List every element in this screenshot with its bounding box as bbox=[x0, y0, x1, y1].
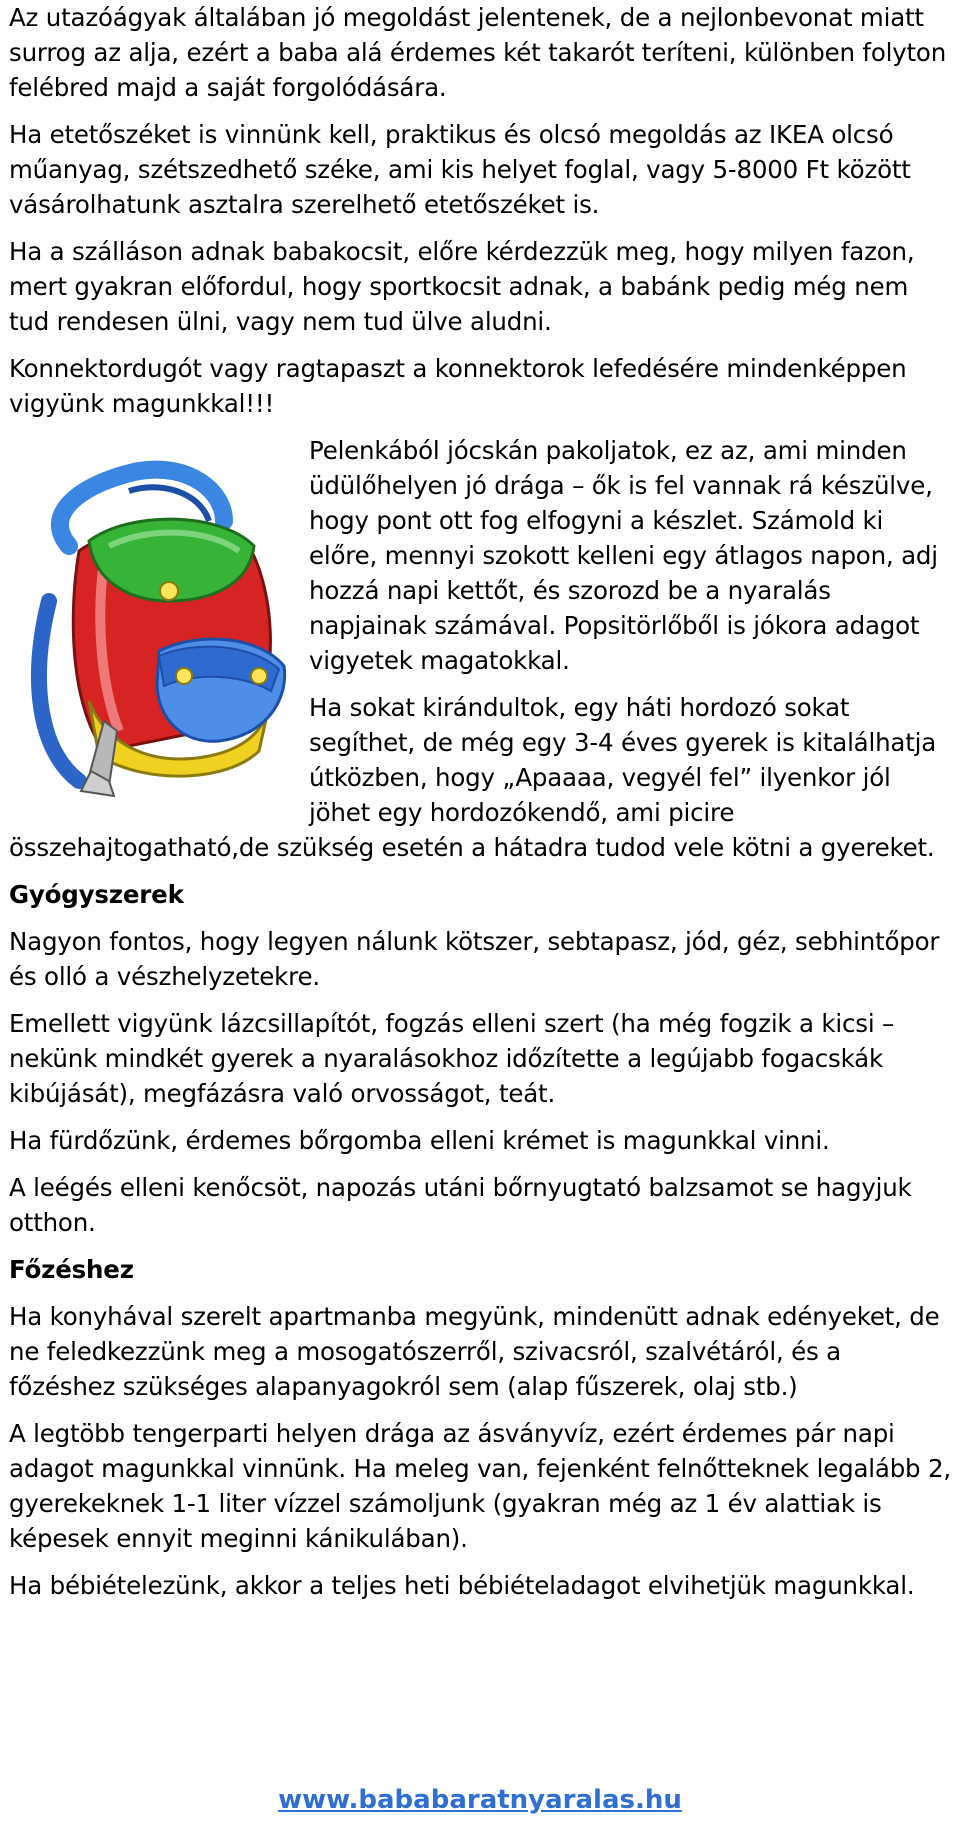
paragraph-diapers: Pelenkából jócskán pakoljatok, ez az, ami minden üdülőhelyen jó drága – ők is fel vannak rá készülve, hogy pont ott fog elfogyni a készlet. Számold ki előre, mennyi szokott kelleni egy átlagos napon, adj hozzá napi kettőt, és szorozd be a nyaralás napjainak számával. Popsitörlőből is jókora adagot vigyetek magatokkal. bbox=[309, 436, 938, 675]
paragraph-travel-cots: Az utazóágyak általában jó megoldást jelentenek, de a nejlonbevonat miatt surrog az alja, ezért a baba alá érdemes két takarót teríteni, különben folyton felébred majd a saját forgolódására. bbox=[9, 3, 947, 102]
document-page bbox=[9, 0, 954, 1603]
heading-cooking: Főzéshez bbox=[9, 1255, 134, 1284]
heading-medicine: Gyógyszerek bbox=[9, 880, 184, 909]
diaper-section bbox=[9, 433, 954, 865]
paragraph-fever-reducers: Emellett vigyünk lázcsillapítót, fogzás elleni szert (ha még fogzik a kicsi – nekünk mindkét gyerek a nyaralásokhoz időzítette a legújabb fogacskák kibújását), megfázásra való orvosságot, teát. bbox=[9, 1009, 895, 1108]
paragraph-baby-food: Ha bébiételezünk, akkor a teljes heti bébiételadagot elvihetjük magunkkal. bbox=[9, 1571, 915, 1600]
paragraph-first-aid: Nagyon fontos, hogy legyen nálunk kötszer, sebtapasz, jód, géz, sebhintőpor és olló a vészhelyzetekre. bbox=[9, 927, 940, 991]
backpack-illustration bbox=[9, 451, 309, 806]
paragraph-stroller: Ha a szálláson adnak babakocsit, előre kérdezzük meg, hogy milyen fazon, mert gyakran előfordul, hogy sportkocsit adnak, a babánk pedig még nem tud rendesen ülni, vagy nem tud ülve aludni. bbox=[9, 237, 915, 336]
paragraph-sunburn: A leégés elleni kenőcsöt, napozás utáni bőrnyugtató balzsamot se hagyjuk otthon. bbox=[9, 1173, 912, 1237]
paragraph-high-chair: Ha etetőszéket is vinnünk kell, praktikus és olcsó megoldás az IKEA olcsó műanyag, szétszedhető széke, ami kis helyet foglal, vagy 5-8000 Ft között vásárolhatunk asztalra szerelhető etetőszéket is. bbox=[9, 120, 911, 219]
paragraph-fungus-cream: Ha fürdőzünk, érdemes bőrgomba elleni krémet is magunkkal vinni. bbox=[9, 1126, 830, 1155]
paragraph-socket-covers: Konnektordugót vagy ragtapaszt a konnektorok lefedésére mindenképpen vigyünk magunkkal!!! bbox=[9, 354, 907, 418]
paragraph-baby-carrier: Ha sokat kirándultok, egy háti hordozó sokat segíthet, de még egy 3-4 éves gyerek is kitalálhatja útközben, hogy „Apaaaa, vegyél fel” ilyenkor jól jöhet egy hordozókendő, ami picire összehajtogatható,de szükség esetén a hátadra tudod vele kötni a gyereket. bbox=[9, 693, 937, 862]
paragraph-kitchen: Ha konyhával szerelt apartmanba megyünk, mindenütt adnak edényeket, de ne feledkezzünk meg a mosogatószerről, szivacsról, szalvétáról, és a főzéshez szükséges alapanyagokról sem (alap fűszerek, olaj stb.) bbox=[9, 1302, 940, 1401]
website-link[interactable]: www.bababaratnyaralas.hu bbox=[278, 1785, 682, 1815]
footer bbox=[0, 1785, 960, 1815]
paragraph-mineral-water: A legtöbb tengerparti helyen drága az ásványvíz, ezért érdemes pár napi adagot magunkkal vinnünk. Ha meleg van, fejenként felnőtteknek legalább 2, gyerekeknek 1-1 liter vízzel számoljunk (gyakran még az 1 év alattiak is képesek ennyit meginni kánikulában). bbox=[9, 1419, 951, 1553]
